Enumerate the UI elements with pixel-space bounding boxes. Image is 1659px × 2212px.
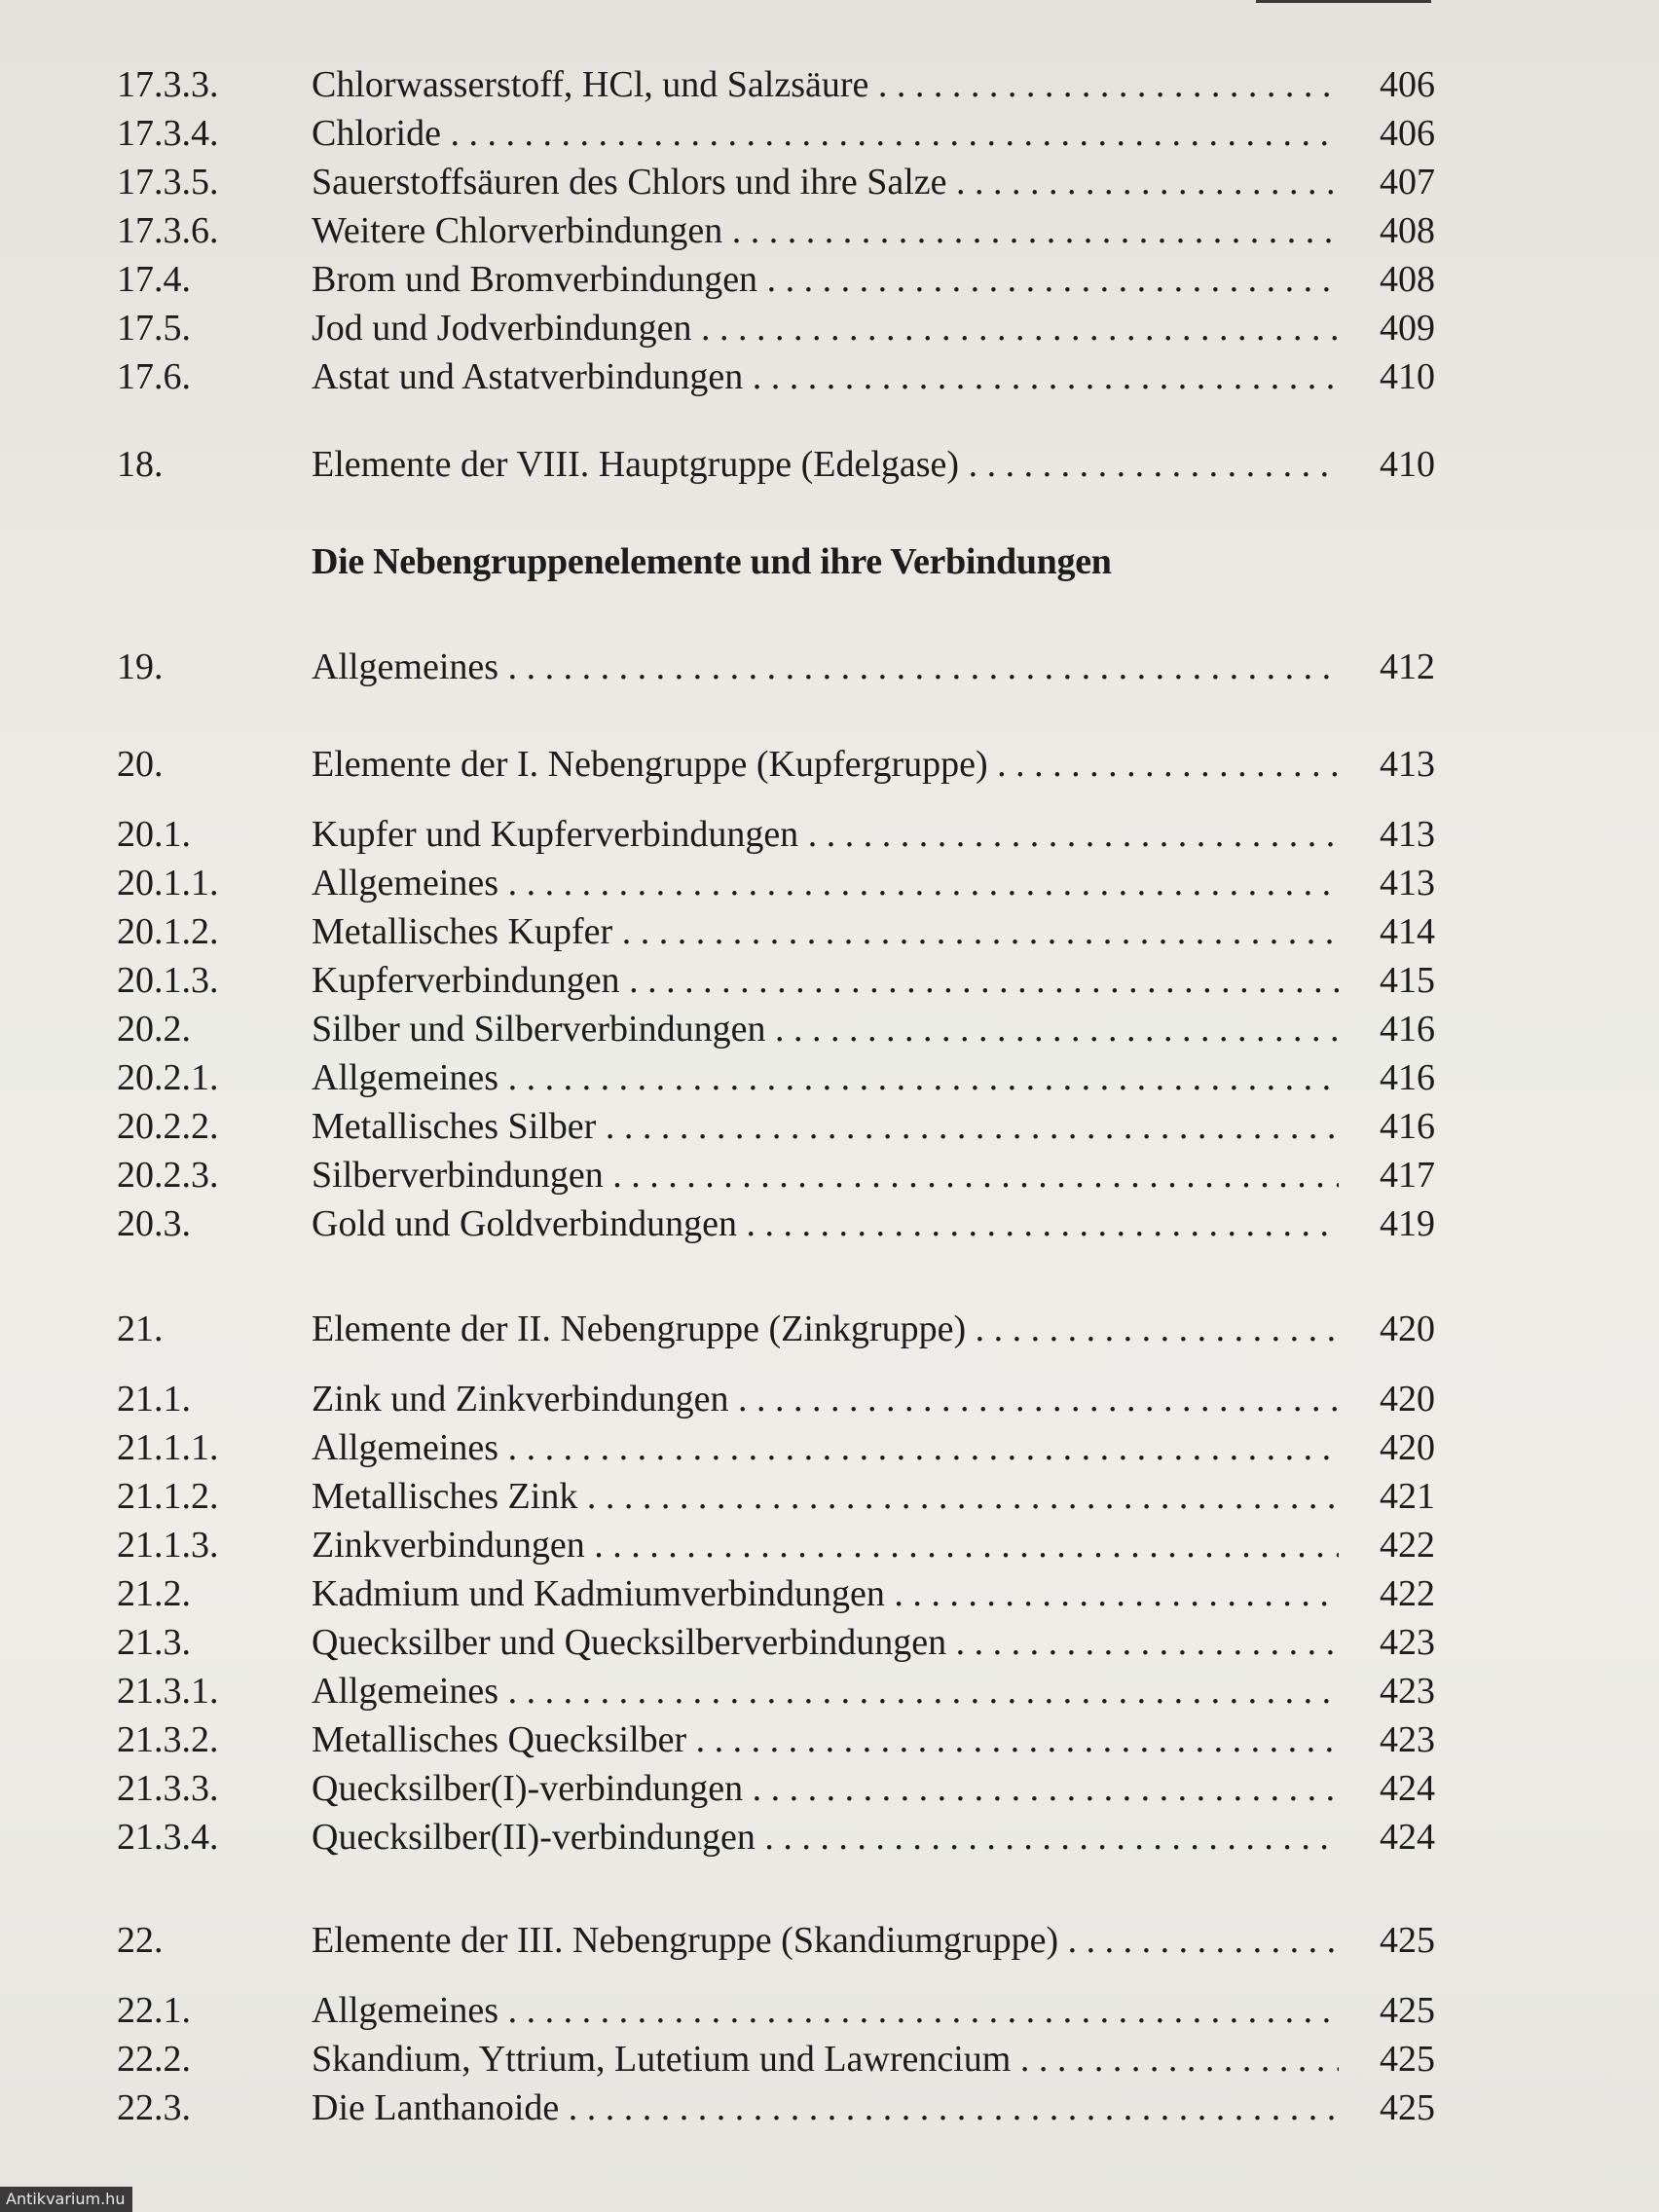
toc-entry-title: Kupfer und Kupferverbindungen . . . <box>312 814 1339 855</box>
toc-entry-page: 424 <box>1380 1768 1435 1809</box>
toc-entry <box>0 1472 1659 1521</box>
toc-entry-page: 408 <box>1380 259 1435 300</box>
toc-entry-title-leader <box>312 1102 1339 1151</box>
toc-entry-page: 425 <box>1380 2087 1435 2128</box>
toc-entry <box>0 1916 1659 1965</box>
toc-entry-number: 21.1.1. <box>117 1427 219 1468</box>
toc-entry-page: 406 <box>1380 64 1435 105</box>
toc-entry-title: Kadmium und Kadmiumverbindungen . . . <box>312 1573 1339 1614</box>
toc-entry-title-leader <box>312 907 1339 956</box>
toc-entry-page: 422 <box>1380 1525 1435 1566</box>
toc-entry-title-leader <box>312 1151 1339 1199</box>
toc-entry-number: 20.3. <box>117 1203 191 1244</box>
toc-entry-title: Chlorwasserstoff, HCl, und Salzsäure . . . <box>312 64 1339 105</box>
toc-entry <box>0 1199 1659 1248</box>
toc-entry-number: 20.2.2. <box>117 1106 219 1147</box>
toc-entry-title: Metallisches Silber . . . <box>312 1106 1339 1147</box>
toc-entry-title: Metallisches Zink . . . <box>312 1476 1339 1517</box>
toc-entry-title-leader <box>312 206 1339 255</box>
toc-entry-page: 420 <box>1380 1379 1435 1419</box>
toc-entry-number: 20.2. <box>117 1009 191 1050</box>
toc-entry-number: 21.1.2. <box>117 1476 219 1517</box>
toc-entry-title-leader <box>312 859 1339 907</box>
toc-entry-number: 18. <box>117 444 164 485</box>
toc-entry-number: 21.3.1. <box>117 1671 219 1712</box>
toc-entry-title: Zink und Zinkverbindungen . . . <box>312 1379 1339 1419</box>
toc-entry-title-leader <box>312 1423 1339 1472</box>
toc-entry-number: 21.3.2. <box>117 1719 219 1760</box>
toc-entry-number: 19. <box>117 646 164 687</box>
toc-entry-number: 21.3. <box>117 1622 191 1663</box>
toc-entry-title-leader <box>312 1916 1339 1965</box>
toc-entry <box>0 956 1659 1005</box>
toc-entry-page: 415 <box>1380 960 1435 1001</box>
toc-entry <box>0 2083 1659 2132</box>
toc-entry-page: 409 <box>1380 308 1435 349</box>
toc-entry-number: 22.3. <box>117 2087 191 2128</box>
toc-entry-page: 423 <box>1380 1622 1435 1663</box>
toc-entry-page: 416 <box>1380 1009 1435 1050</box>
toc-entry-page: 416 <box>1380 1106 1435 1147</box>
toc-entry-title-leader <box>312 1199 1339 1248</box>
toc-entry-title-leader <box>312 1569 1339 1618</box>
toc-entry <box>0 859 1659 907</box>
toc-entry-page: 413 <box>1380 863 1435 903</box>
toc-entry <box>0 1305 1659 1353</box>
toc-entry-number: 21. <box>117 1309 164 1349</box>
toc-entry <box>0 304 1659 352</box>
toc-entry-page: 423 <box>1380 1719 1435 1760</box>
toc-entry-page: 414 <box>1380 911 1435 952</box>
toc-entry-number: 22.1. <box>117 1990 191 2031</box>
toc-entry <box>0 1986 1659 2035</box>
toc-entry-title: Chloride . . . <box>312 113 1339 154</box>
toc-entry-page: 419 <box>1380 1203 1435 1244</box>
toc-entry-number: 20.1.2. <box>117 911 219 952</box>
toc-entry-page: 420 <box>1380 1309 1435 1349</box>
toc-entry-title-leader <box>312 352 1339 401</box>
toc-entry-title-leader <box>312 1986 1339 2035</box>
toc-entry-title: Quecksilber(II)-verbindungen . . . <box>312 1817 1339 1858</box>
toc-entry <box>0 352 1659 401</box>
toc-entry-title-leader <box>312 1764 1339 1813</box>
toc-entry-number: 17.3.4. <box>117 113 219 154</box>
toc-entry <box>0 1005 1659 1053</box>
toc-entry-page: 410 <box>1380 444 1435 485</box>
toc-entry-number: 17.3.3. <box>117 64 219 105</box>
toc-entry-title-leader <box>312 1813 1339 1862</box>
toc-entry-title: Quecksilber(I)-verbindungen . . . <box>312 1768 1339 1809</box>
toc-entry-title-leader <box>312 60 1339 109</box>
toc-entry-number: 22.2. <box>117 2039 191 2080</box>
toc-entry-title: Allgemeines . . . <box>312 1990 1339 2031</box>
toc-entry-number: 21.3.4. <box>117 1817 219 1858</box>
toc-entry-number: 20.1.1. <box>117 863 219 903</box>
toc-entry-title: Kupferverbindungen . . . <box>312 960 1339 1001</box>
toc-entry <box>0 810 1659 859</box>
toc-entry <box>0 740 1659 789</box>
toc-entry <box>0 1423 1659 1472</box>
toc-entry <box>0 1667 1659 1715</box>
toc-entry-title-leader <box>312 304 1339 352</box>
toc-entry <box>0 1053 1659 1102</box>
toc-entry-title-leader <box>312 1472 1339 1521</box>
toc-entry <box>0 158 1659 206</box>
toc-entry <box>0 60 1659 109</box>
toc-entry-page: 408 <box>1380 210 1435 251</box>
toc-entry-number: 20.2.1. <box>117 1057 219 1098</box>
toc-entry-page: 425 <box>1380 2039 1435 2080</box>
toc-entry-page: 413 <box>1380 814 1435 855</box>
toc-entry-title-leader <box>312 255 1339 304</box>
toc-entry-title: Gold und Goldverbindungen . . . <box>312 1203 1339 1244</box>
toc-entry-page: 410 <box>1380 356 1435 397</box>
toc-entry-title: Quecksilber und Quecksilberverbindungen . . . <box>312 1622 1339 1663</box>
toc-entry-title-leader <box>312 109 1339 158</box>
toc-entry-number: 20.1.3. <box>117 960 219 1001</box>
toc-entry-title-leader <box>312 740 1339 789</box>
toc-entry-number: 21.1. <box>117 1379 191 1419</box>
toc-entry-title-leader <box>312 1521 1339 1569</box>
toc-entry-title-leader <box>312 158 1339 206</box>
toc-entry <box>0 1569 1659 1618</box>
toc-entry-page: 407 <box>1380 162 1435 203</box>
toc-entry-title: Allgemeines . . . <box>312 646 1339 687</box>
toc-entry <box>0 1375 1659 1423</box>
toc-entry-page: 424 <box>1380 1817 1435 1858</box>
toc-entry <box>0 1521 1659 1569</box>
toc-entry-title-leader <box>312 1053 1339 1102</box>
toc-entry-title-leader <box>312 440 1339 489</box>
toc-entry-title: Elemente der VIII. Hauptgruppe (Edelgase) . . . <box>312 444 1339 485</box>
toc-entry <box>0 440 1659 489</box>
toc-entry-title-leader <box>312 2035 1339 2083</box>
toc-entry-page: 416 <box>1380 1057 1435 1098</box>
watermark: Antikvarium.hu <box>0 2187 132 2212</box>
toc-entry-title: Elemente der II. Nebengruppe (Zinkgruppe) . . . <box>312 1309 1339 1349</box>
toc-entry-title: Silber und Silberverbindungen . . . <box>312 1009 1339 1050</box>
toc-entry-title: Skandium, Yttrium, Lutetium und Lawrencium . . . <box>312 2039 1339 2080</box>
toc-entry-title: Allgemeines . . . <box>312 1671 1339 1712</box>
toc-entry-page: 421 <box>1380 1476 1435 1517</box>
toc-entry <box>0 643 1659 691</box>
toc-entry-page: 425 <box>1380 1990 1435 2031</box>
toc-entry-page: 413 <box>1380 744 1435 785</box>
toc-entry-title: Zinkverbindungen . . . <box>312 1525 1339 1566</box>
toc-entry-title: Elemente der III. Nebengruppe (Skandiumgruppe) . . . <box>312 1920 1339 1961</box>
toc-entry-number: 20. <box>117 744 164 785</box>
toc-entry-title-leader <box>312 1618 1339 1667</box>
toc-entry-title: Astat und Astatverbindungen . . . <box>312 356 1339 397</box>
toc-entry-title-leader <box>312 2083 1339 2132</box>
toc-entry-title: Allgemeines . . . <box>312 863 1339 903</box>
toc-entry-page: 412 <box>1380 646 1435 687</box>
toc-entry-number: 20.2.3. <box>117 1155 219 1196</box>
toc-entry <box>0 1715 1659 1764</box>
toc-entry-number: 17.6. <box>117 356 191 397</box>
toc-entry-title: Weitere Chlorverbindungen . . . <box>312 210 1339 251</box>
toc-entry <box>0 109 1659 158</box>
toc-entry <box>0 255 1659 304</box>
toc-entry-title: Sauerstoffsäuren des Chlors und ihre Salze . . . <box>312 162 1339 203</box>
toc-entry-title-leader <box>312 810 1339 859</box>
toc-entry-title-leader <box>312 1715 1339 1764</box>
toc-entry-page: 423 <box>1380 1671 1435 1712</box>
toc-entry-page: 420 <box>1380 1427 1435 1468</box>
toc-entry <box>0 1764 1659 1813</box>
toc-entry <box>0 1813 1659 1862</box>
toc-entry-title-leader <box>312 643 1339 691</box>
toc-entry-number: 22. <box>117 1920 164 1961</box>
toc-entry-title: Allgemeines . . . <box>312 1057 1339 1098</box>
toc-entry-number: 17.3.6. <box>117 210 219 251</box>
toc-entry <box>0 907 1659 956</box>
toc-entry-title-leader <box>312 1375 1339 1423</box>
toc-entry-number: 21.2. <box>117 1573 191 1614</box>
toc-entry <box>0 1618 1659 1667</box>
toc-entry-number: 20.1. <box>117 814 191 855</box>
toc-entry-number: 17.3.5. <box>117 162 219 203</box>
toc-entry-title: Brom und Bromverbindungen . . . <box>312 259 1339 300</box>
toc-entry-page: 422 <box>1380 1573 1435 1614</box>
toc-entry-title-leader <box>312 1667 1339 1715</box>
toc-entry-title-leader <box>312 956 1339 1005</box>
toc-entry-number: 17.4. <box>117 259 191 300</box>
section-heading: Die Nebengruppenelemente und ihre Verbindungen <box>312 541 1112 582</box>
toc-entry-title: Jod und Jodverbindungen . . . <box>312 308 1339 349</box>
toc-entry-page: 425 <box>1380 1920 1435 1961</box>
toc-entry <box>0 206 1659 255</box>
toc-entry-number: 17.5. <box>117 308 191 349</box>
toc-entry-title: Die Lanthanoide . . . <box>312 2087 1339 2128</box>
toc-entry <box>0 1102 1659 1151</box>
toc-entry-title: Allgemeines . . . <box>312 1427 1339 1468</box>
toc-entry-number: 21.3.3. <box>117 1768 219 1809</box>
toc-entry <box>0 2035 1659 2083</box>
toc-entry-title-leader <box>312 1005 1339 1053</box>
toc-entry-title: Elemente der I. Nebengruppe (Kupfergruppe) . . . <box>312 744 1339 785</box>
toc-entry-page: 406 <box>1380 113 1435 154</box>
toc-entry-title-leader <box>312 1305 1339 1353</box>
toc-entry-number: 21.1.3. <box>117 1525 219 1566</box>
toc-entry-page: 417 <box>1380 1155 1435 1196</box>
toc-entry <box>0 1151 1659 1199</box>
toc-entry-title: Metallisches Quecksilber . . . <box>312 1719 1339 1760</box>
toc-entry-title: Silberverbindungen . . . <box>312 1155 1339 1196</box>
toc-entry-title: Metallisches Kupfer . . . <box>312 911 1339 952</box>
